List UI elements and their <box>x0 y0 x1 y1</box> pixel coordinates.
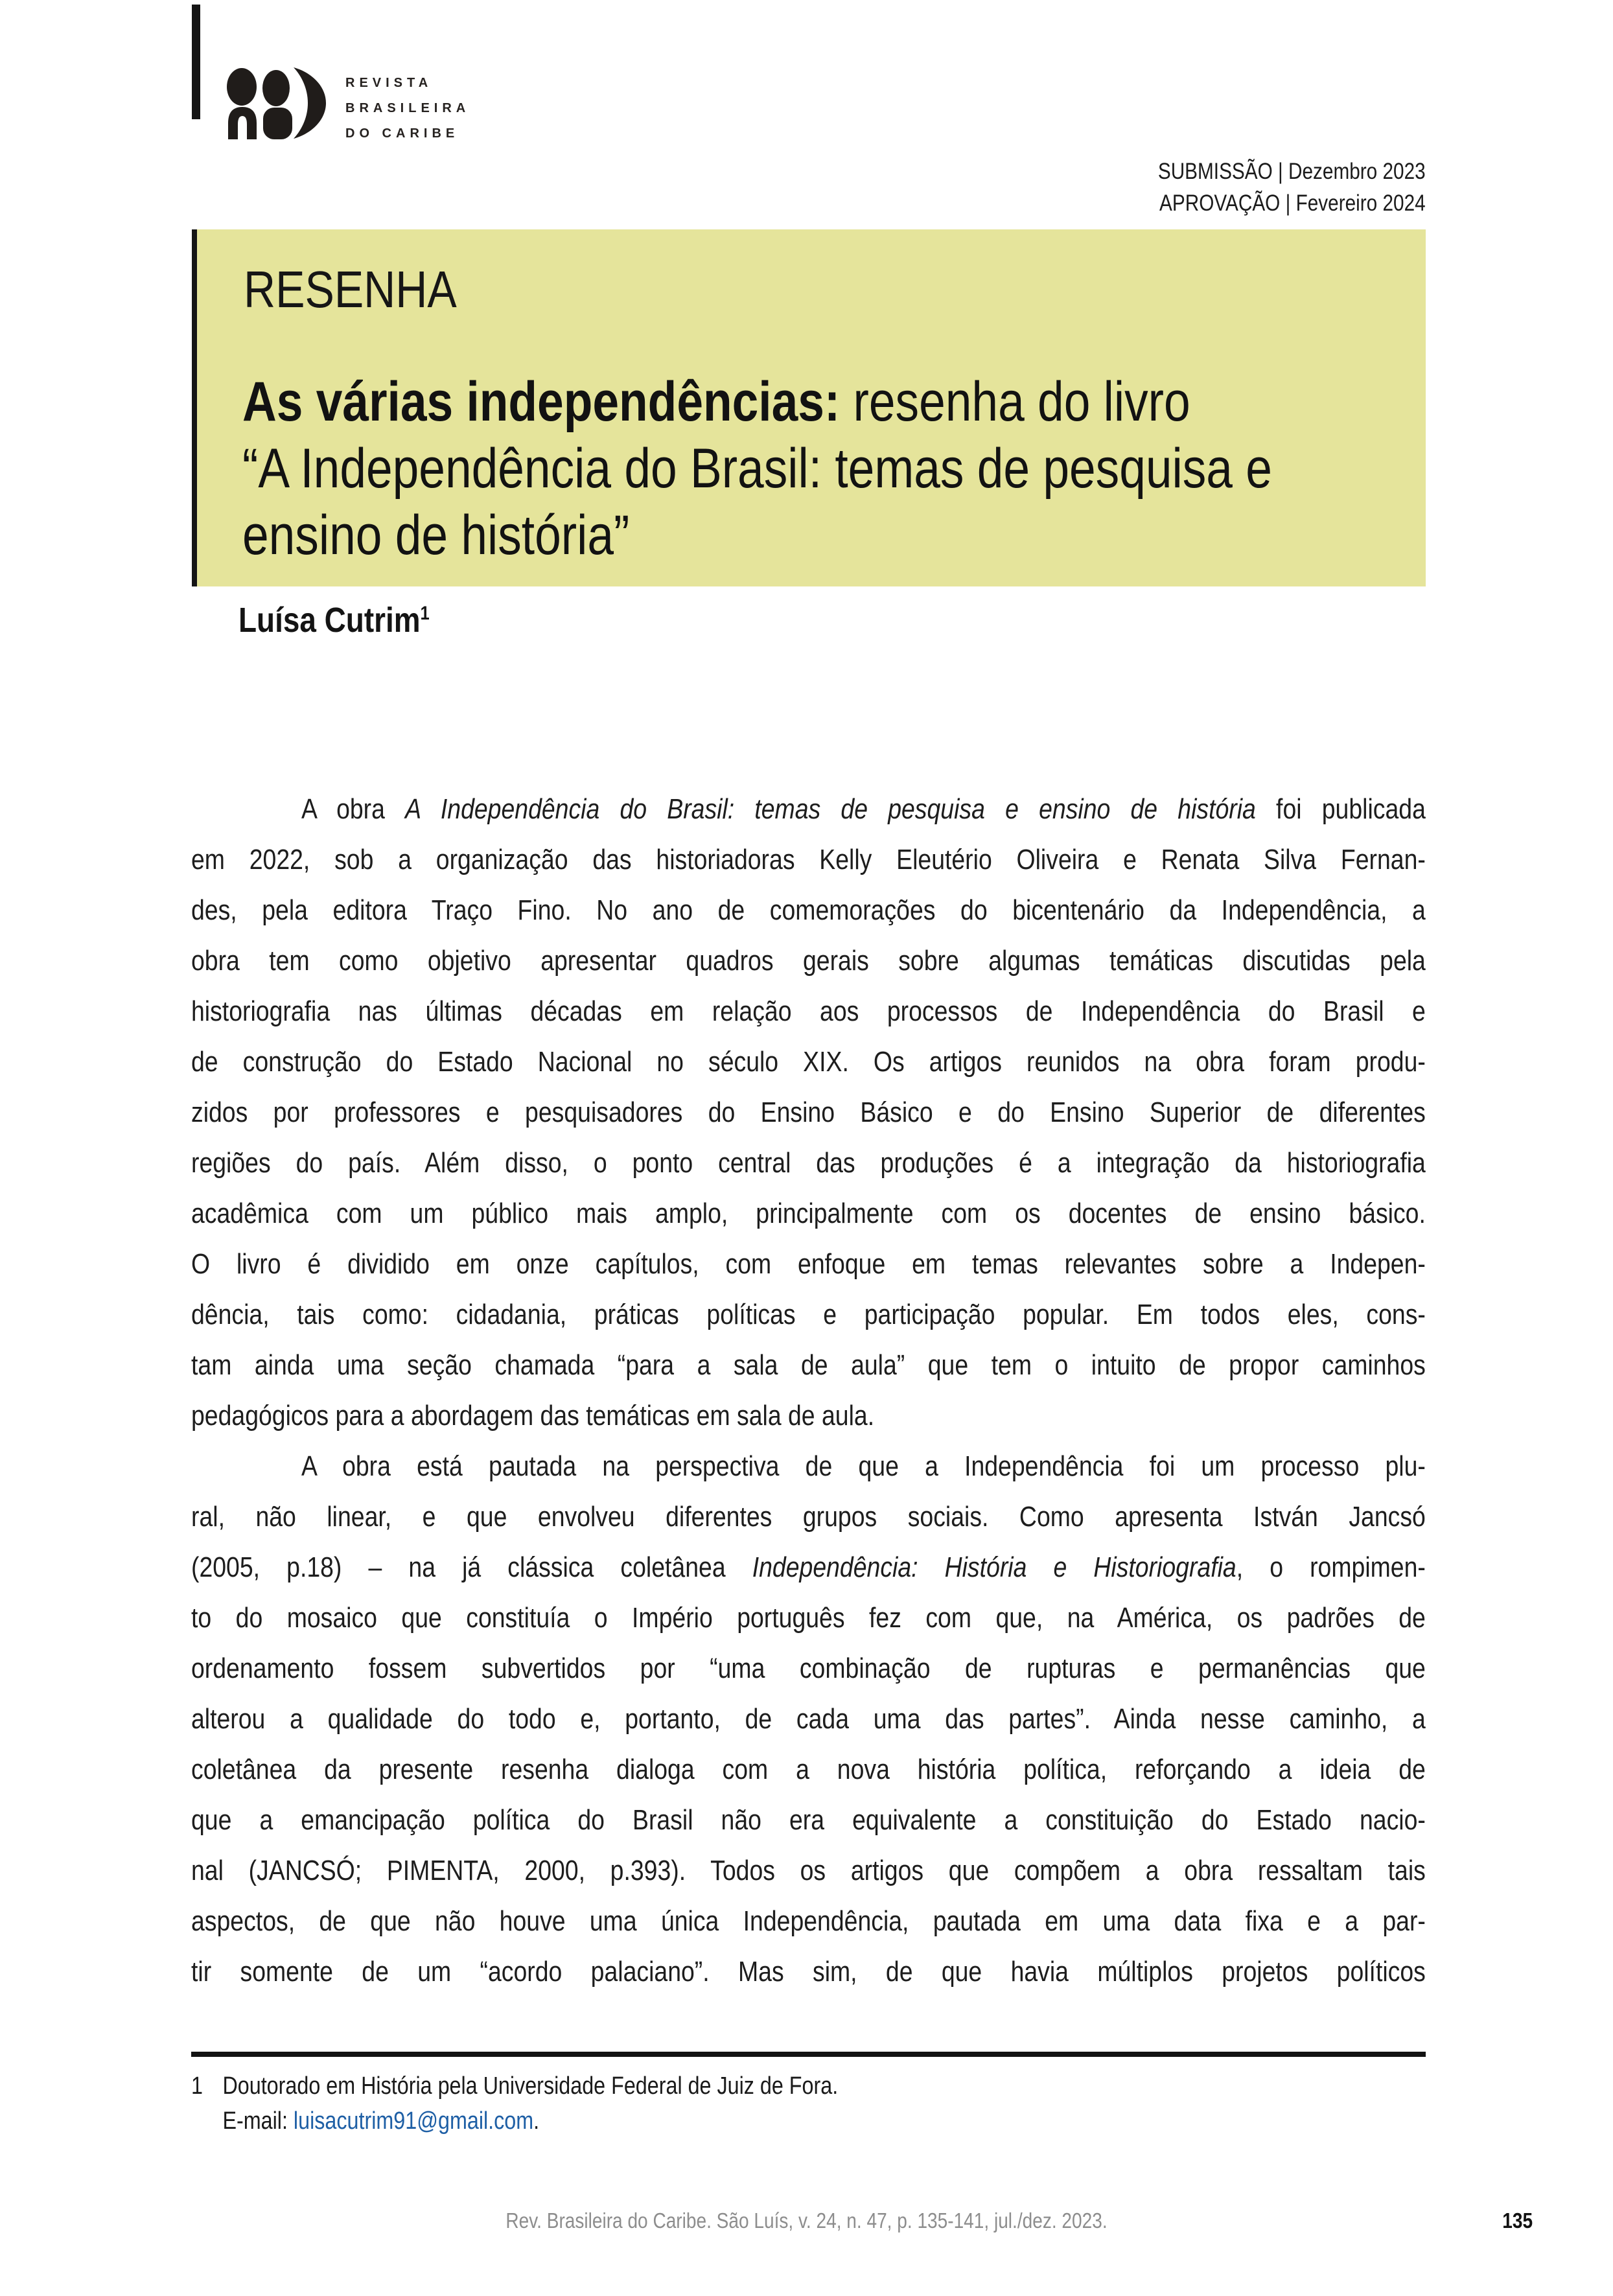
article-body <box>191 784 1426 1997</box>
body-line: dência, tais como: cidadania, práticas políticas e participação popular. Em todos eles, cons- <box>191 1299 1426 1330</box>
rbc-logo-icon <box>227 67 327 139</box>
body-line: coletânea da presente resenha dialoga com a nova história política, reforçando a ideia de <box>191 1754 1426 1785</box>
body-line: nal (JANCSÓ; PIMENTA, 2000, p.393). Todos os artigos que compõem a obra ressaltam tais <box>191 1855 1426 1886</box>
article-title-line <box>242 369 1427 435</box>
email-label: E-mail: <box>222 2107 294 2135</box>
body-line: que a emancipação política do Brasil não era equivalente a constituição do Estado nacio- <box>191 1804 1426 1836</box>
body-line: historiografia nas últimas décadas em relação aos processos de Independência do Brasil e <box>191 995 1426 1027</box>
footnote-divider <box>191 2052 1426 2057</box>
body-line: zidos por professores e pesquisadores do Ensino Básico e do Ensino Superior de diferentes <box>191 1096 1426 1128</box>
body-line: acadêmica com um público mais amplo, principalmente com os docentes de ensino básico. <box>191 1198 1426 1229</box>
body-line: ordenamento fossem subvertidos por “uma combinação de rupturas e permanências que <box>191 1652 1426 1684</box>
footnote <box>191 2069 1426 2139</box>
body-line: tir somente de um “acordo palaciano”. Mas sim, de que havia múltiplos projetos políticos <box>191 1956 1426 1988</box>
submission-dates <box>1158 156 1426 219</box>
review-banner <box>192 229 1426 586</box>
section-kicker: RESENHA <box>244 261 457 318</box>
body-line: alterou a qualidade do todo e, portanto, de cada uma das partes”. Ainda nesse caminho, a <box>191 1703 1426 1735</box>
body-line: ral, não linear, e que envolveu diferentes grupos sociais. Como apresenta István Jancsó <box>191 1501 1426 1533</box>
paragraph <box>191 784 1426 1441</box>
email-suffix: . <box>533 2107 540 2135</box>
body-line: regiões do país. Além disso, o ponto central das produções é a integração da historiografia <box>191 1147 1426 1179</box>
body-line: pedagógicos para a abordagem das temáticas em sala de aula. <box>191 1400 875 1432</box>
footnote-line <box>222 2104 1425 2139</box>
article-title-bold: As várias independências: <box>242 371 841 433</box>
body-line: (2005, p.18) – na já clássica coletânea Independência: História e Historiografia, o rompimen- <box>191 1551 1426 1583</box>
journal-name-line: REVISTA <box>345 76 433 90</box>
body-line: A obra A Independência do Brasil: temas de pesquisa e ensino de história foi publicada <box>301 793 1426 825</box>
article-title-line: ensino de história” <box>242 504 630 566</box>
body-line: em 2022, sob a organização das historiadoras Kelly Eleutério Oliveira e Renata Silva Fernan- <box>191 844 1426 875</box>
body-line: aspectos, de que não houve uma única Independência, pautada em uma data fixa e a par- <box>191 1905 1426 1937</box>
journal-name <box>345 71 470 146</box>
submission-date: SUBMISSÃO | Dezembro 2023 <box>1158 159 1426 184</box>
body-line: to do mosaico que constituía o Império português fez com que, na América, os padrões de <box>191 1602 1426 1634</box>
body-line: O livro é dividido em onze capítulos, com enfoque em temas relevantes sobre a Indepen- <box>191 1248 1426 1280</box>
journal-name-line: BRASILEIRA <box>345 101 470 115</box>
approval-date: APROVAÇÃO | Fevereiro 2024 <box>1159 191 1426 216</box>
body-line: tam ainda uma seção chamada “para a sala de aula” que tem o intuito de propor caminhos <box>191 1349 1426 1381</box>
article-title-line: “A Independência do Brasil: temas de pesquisa e <box>242 437 1272 500</box>
paragraph <box>191 1441 1426 1997</box>
author-name: Luísa Cutrim$^1$ <box>238 601 430 640</box>
footnote-number: 1 <box>191 2072 203 2100</box>
journal-name-line: DO CARIBE <box>345 126 459 141</box>
page-number: 135 <box>1502 2209 1533 2232</box>
body-line: A obra está pautada na perspectiva de que a Independência foi um processo plu- <box>301 1450 1426 1482</box>
masthead-rule <box>192 5 200 119</box>
footnote-text: Doutorado em História pela Universidade Federal de Juiz de Fora. <box>222 2072 839 2100</box>
body-line: de construção do Estado Nacional no século XIX. Os artigos reunidos na obra foram produ- <box>191 1046 1426 1078</box>
email-link[interactable]: luisacutrim91@gmail.com <box>293 2107 534 2135</box>
article-title <box>242 369 1427 569</box>
footnote-line <box>191 2069 1426 2104</box>
author-footnote-ref: 1 <box>420 603 430 624</box>
body-line: obra tem como objetivo apresentar quadros gerais sobre algumas temáticas discutidas pela <box>191 945 1426 977</box>
article-title-rest: resenha do livro <box>840 371 1190 433</box>
body-line: des, pela editora Traço Fino. No ano de comemorações do bicentenário da Independência, a <box>191 894 1426 926</box>
journal-citation: Rev. Brasileira do Caribe. São Luís, v. 24, n. 47, p. 135-141, jul./dez. 2023. <box>505 2209 1108 2232</box>
